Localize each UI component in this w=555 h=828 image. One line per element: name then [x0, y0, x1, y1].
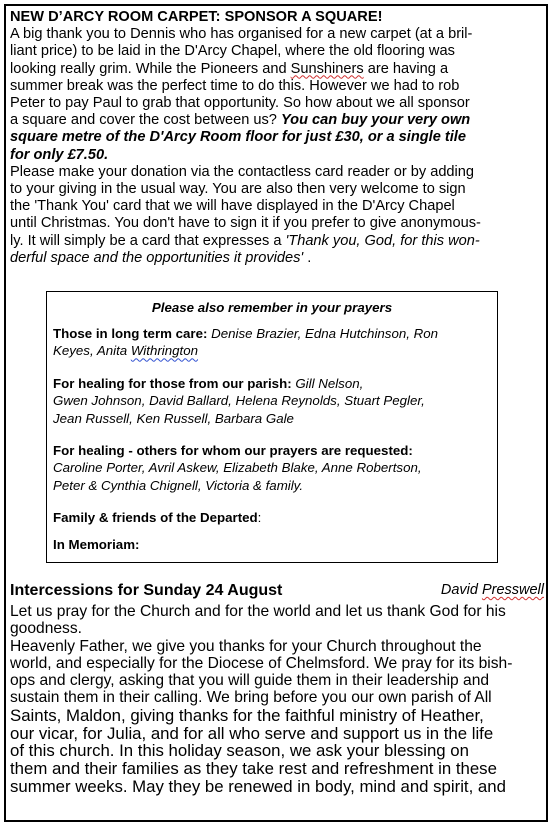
author-first-name: David: [440, 582, 482, 598]
intercessions-header: [10, 582, 546, 601]
intercession-line: ops and clergy, asking that you will guide them in their leadership and: [10, 672, 490, 690]
intercessions-body: [10, 603, 546, 796]
carpet-quote: 'Thank you, God, for this won-: [285, 232, 480, 249]
parish-healing-label: For healing for those from our parish:: [53, 376, 292, 391]
intercession-line: sustain them in their calling. We bring before you our own parish of All: [10, 689, 492, 707]
parish-healing-names: Gill Nelson,: [291, 376, 364, 391]
long-term-care-names: Withrington: [130, 343, 198, 359]
carpet-line: Please make your donation via the contactless card reader or by adding: [10, 163, 475, 180]
carpet-line: [10, 112, 548, 129]
departed-suffix: :: [257, 510, 262, 525]
parish-healing-names: Jean Russell, Ken Russell, Barbara Gale: [53, 410, 294, 426]
carpet-line: the 'Thank You' card that we will have displayed in the D'Arcy Chapel: [10, 198, 455, 215]
carpet-quote: derful space and the opportunities it provides': [10, 249, 304, 266]
carpet-line: to your giving in the usual way. You are also then very welcome to sign: [10, 181, 466, 198]
intercession-line: Heavenly Father, we give you thanks for your Church throughout the: [10, 637, 482, 655]
parish-healing-names: Gwen Johnson, David Ballard, Helena Reynolds, Stuart Pegler,: [53, 393, 425, 409]
intercession-line: summer weeks. May they be renewed in body, mind and spirit, and: [10, 776, 506, 796]
carpet-text: ly. It will simply be a card that expresses a: [10, 232, 286, 249]
carpet-line: until Christmas. You don't have to sign it if you prefer to give anonymous-: [10, 215, 481, 232]
carpet-line: looking really grim. While the Pioneers and Sunshiners are having a: [10, 60, 449, 77]
intercession-line: Saints, Maldon, giving thanks for the faithful ministry of Heather,: [10, 705, 484, 725]
carpet-highlight: for only £7.50.: [10, 146, 109, 163]
carpet-line: summer break was the perfect time to do this. However we had to rob: [10, 77, 460, 94]
intercession-line: our vicar, for Julia, and for all who serve and support us in the life: [10, 723, 494, 743]
carpet-line: A big thank you to Dennis who has organised for a new carpet (at a bril-: [10, 26, 473, 43]
carpet-article: [10, 9, 548, 267]
others-healing-label: For healing - others for whom our prayers are requested:: [53, 443, 413, 458]
carpet-text: a square and cover the cost between us?: [10, 112, 277, 129]
memoriam-label: In Memoriam:: [53, 537, 140, 552]
carpet-text: .: [303, 249, 312, 266]
prayer-list-box: [46, 291, 498, 563]
departed-group: [53, 509, 491, 526]
carpet-line: liant price) to be laid in the D'Arcy Chapel, where the old flooring was: [10, 43, 455, 60]
intercession-line: Let us pray for the Church and for the world and let us thank God for his: [10, 603, 506, 620]
long-term-care-label: Those in long term care:: [53, 326, 208, 341]
intercessions-title: Intercessions for Sunday 24 August: [10, 582, 283, 599]
spell-underline: Sunshiners: [290, 60, 364, 77]
intercession-line: goodness.: [10, 620, 82, 638]
intercessions-author: [441, 582, 544, 599]
prayer-list-heading: Please also remember in your prayers: [151, 300, 393, 315]
parish-healing-group: [53, 375, 491, 427]
others-healing-names: Peter & Cynthia Chignell, Victoria & family.: [53, 477, 304, 493]
carpet-line: [10, 250, 548, 267]
intercessions-section: [10, 582, 546, 796]
long-term-care-group: [53, 325, 491, 360]
intercession-line: them and their families as they take rest and refreshment in these: [10, 759, 497, 779]
intercession-line: of this church. In this holiday season, we ask your blessing on: [10, 741, 469, 761]
long-term-care-names: Denise Brazier, Edna Hutchinson, Ron: [207, 326, 439, 341]
author-last-name: Presswell: [481, 582, 544, 598]
departed-label: Family & friends of the Departed: [53, 510, 258, 525]
intercession-line: world, and especially for the Diocese of Chelmsford. We pray for its bish-: [10, 654, 513, 672]
others-healing-names: Caroline Porter, Avril Askew, Elizabeth Blake, Anne Robertson,: [53, 460, 422, 476]
memoriam-group: [53, 536, 491, 553]
carpet-line: Peter to pay Paul to grab that opportunity. So how about we all sponsor: [10, 95, 470, 112]
carpet-highlight: square metre of the D'Arcy Room floor for just £30, or a single tile: [10, 129, 466, 146]
carpet-line: [10, 233, 548, 250]
long-term-care-names: Keyes, Anita: [53, 343, 131, 359]
carpet-title: NEW D’ARCY ROOM CARPET: SPONSOR A SQUARE!: [10, 9, 383, 25]
carpet-highlight: You can buy your very own: [280, 112, 471, 129]
others-healing-group: [53, 442, 491, 494]
